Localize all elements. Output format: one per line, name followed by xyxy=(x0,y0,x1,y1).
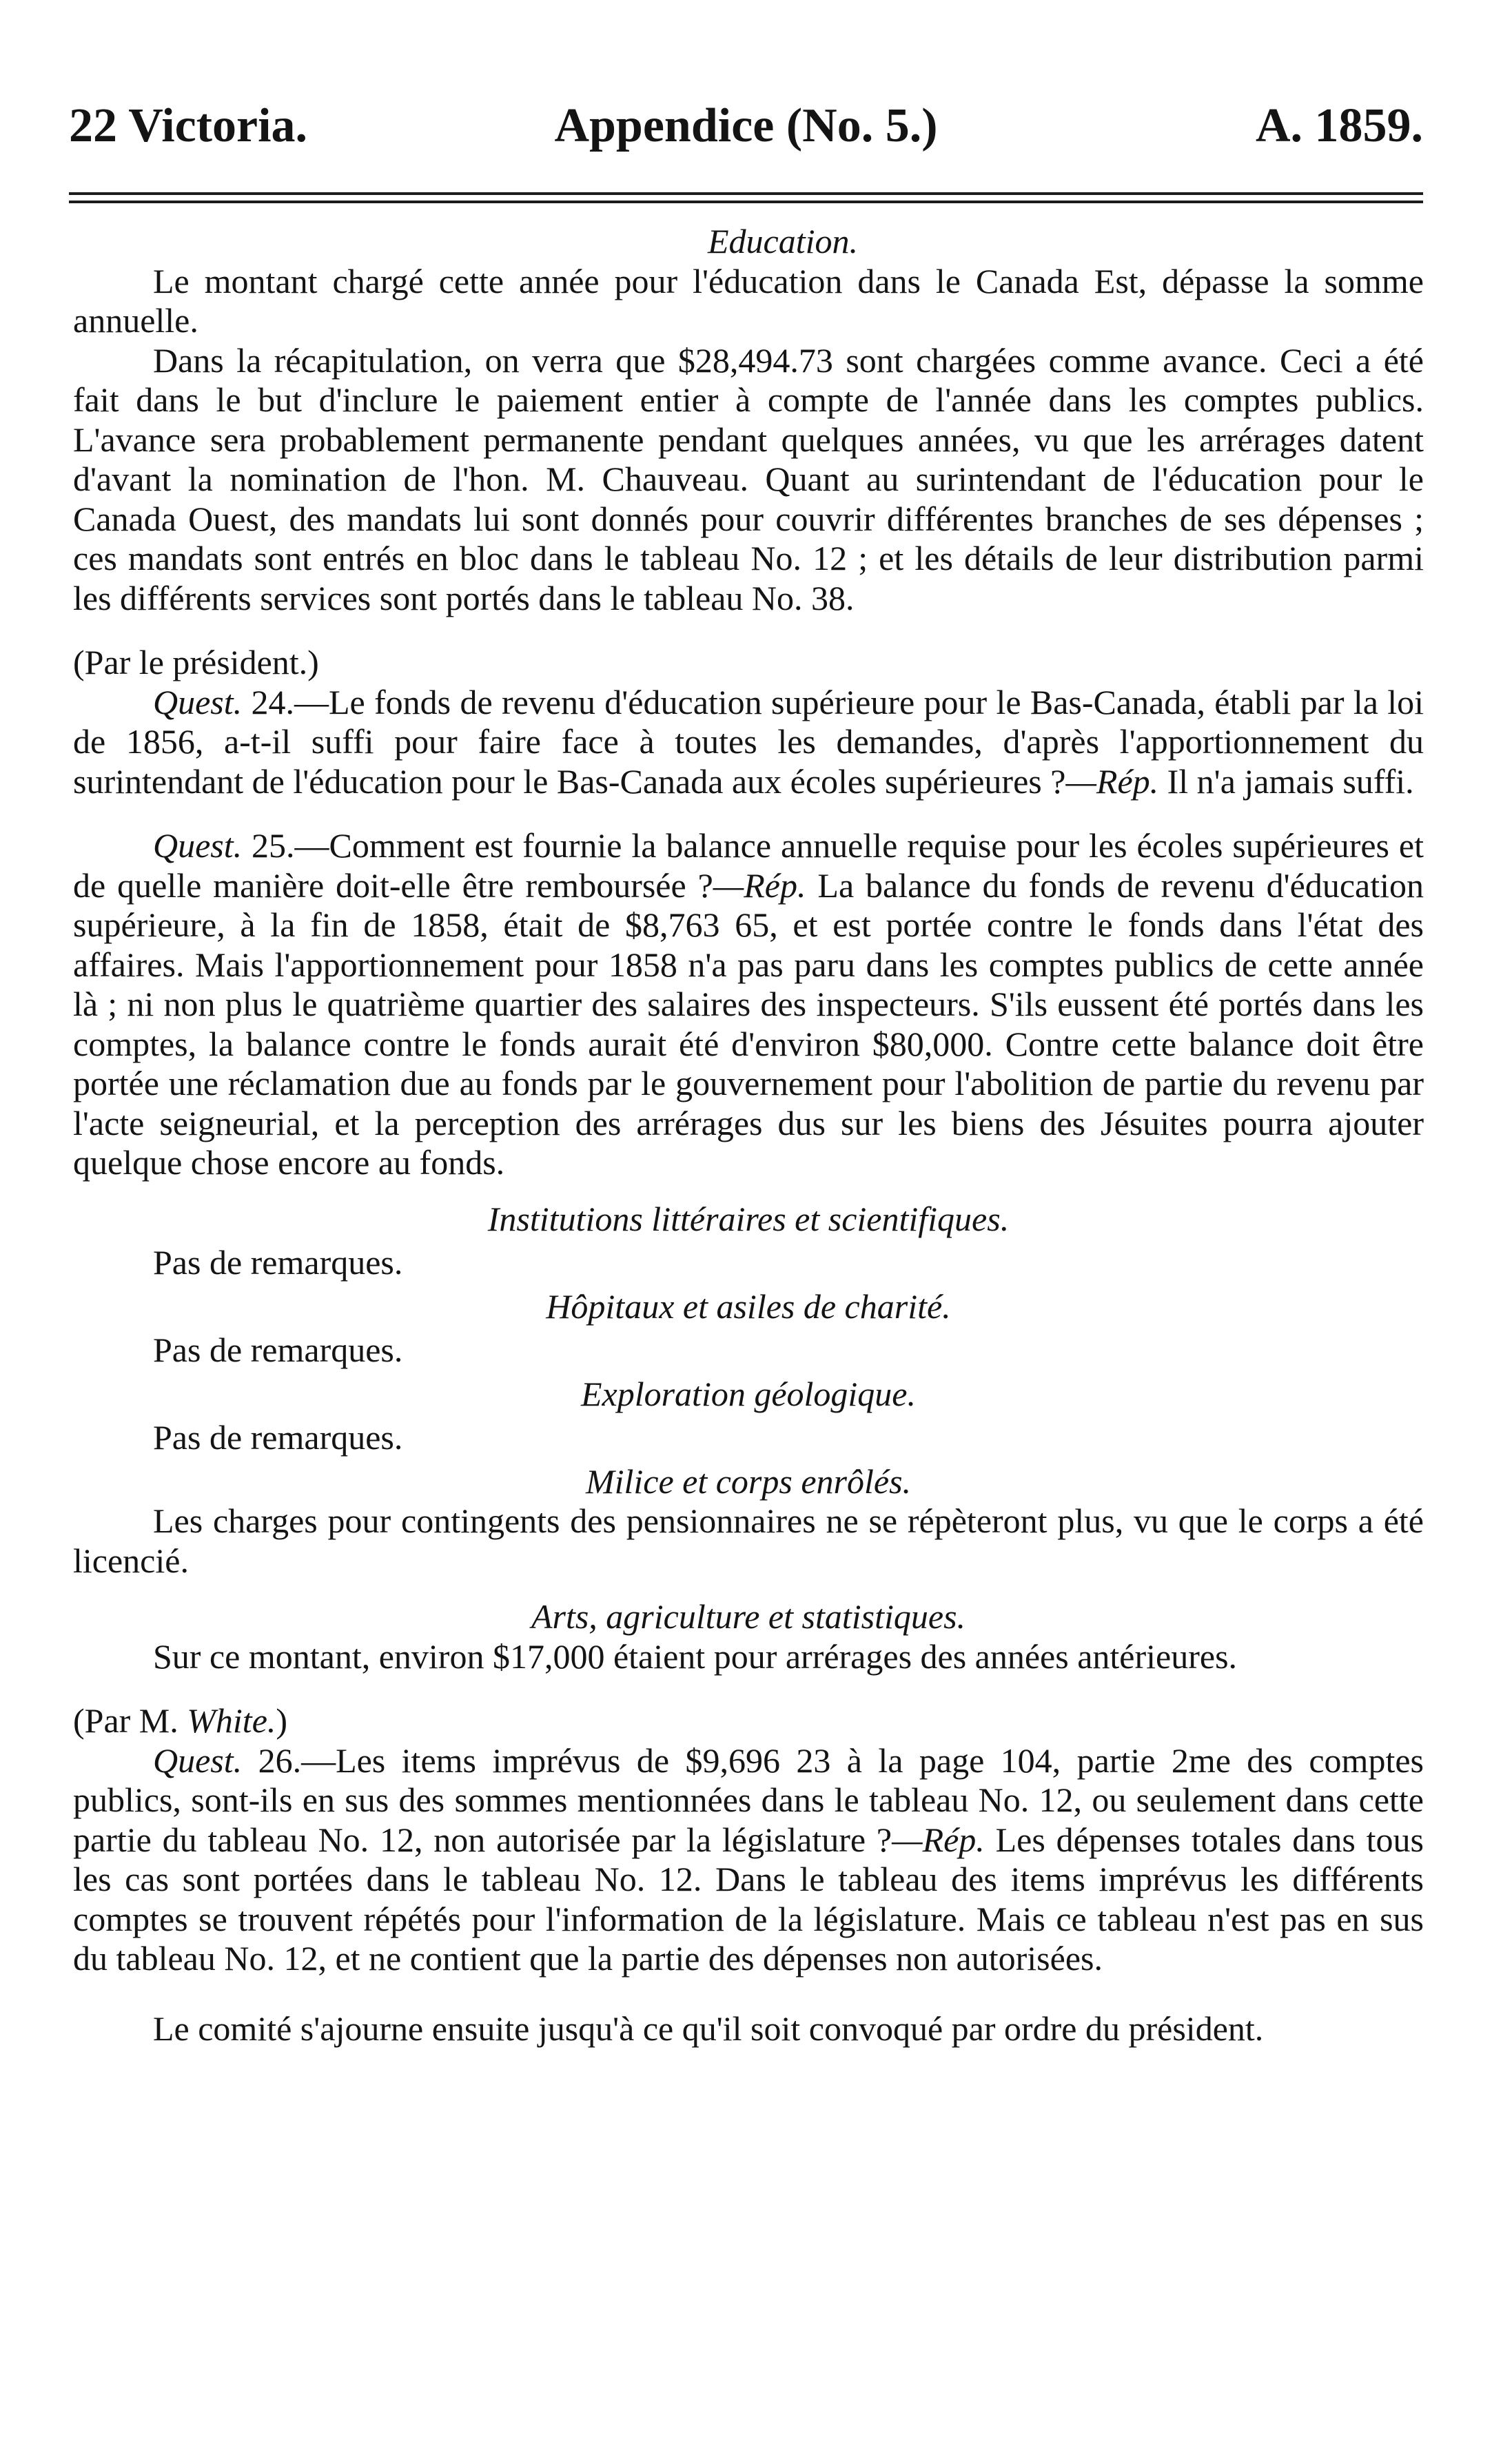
milice-text: Les charges pour contingents des pensionnaires ne se répèteront plus, vu que le corps a été licencié. xyxy=(73,1501,1424,1580)
white-attribution-suffix: ) xyxy=(276,1701,288,1740)
q25-answer: La balance du fonds de revenu d'éducation supérieure, à la fin de 1858, était de $8,763 65, et est portée contre le fonds dans l'état des affaires. Mais l'apportionnement pour 1858 n'a pas paru dans les comptes publics de cette année là ; ni non plus le quatrième quartier des salaires des inspecteurs. S'ils eussent été portés dans les comptes, la balance contre le fonds aurait été d'environ $80,000. Contre cette balance doit être portée une réclamation due au fonds par le gouvernement pour l'abolition de partie du revenu par l'acte seigneurial, et la perception des arrérages dus sur les biens des Jésuites pourra ajouter quelque chose encore au fonds. xyxy=(73,865,1424,1182)
exploration-text: Pas de remarques. xyxy=(153,1418,403,1457)
header-right: A. 1859. xyxy=(1255,99,1423,152)
question-24 xyxy=(73,683,1424,802)
q25-text: 25.—Comment est fournie la balance annuelle requise pour les écoles supérieures et de quelle manière doit-elle être remboursée ? xyxy=(73,826,1424,905)
q26-answer: Les dépenses totales dans tous les cas sont portées dans le tableau No. 12. Dans le tableau des items imprévus les différents comptes se trouvent répétés pour l'information de la législature. Mais ce tableau n'est pas en sus du tableau No. 12, et ne contient que la partie des dépenses non autorisées. xyxy=(73,1820,1424,1978)
q26-label: Quest. xyxy=(153,1741,243,1780)
education-heading: Education. xyxy=(707,222,859,260)
q25-rep: —Rép. xyxy=(713,865,806,905)
header-rule-top xyxy=(69,192,1423,195)
page-body xyxy=(73,222,1424,2049)
milice-heading: Milice et corps enrôlés. xyxy=(585,1461,912,1501)
q26-rep: —Rép. xyxy=(892,1820,985,1859)
hopitaux-heading: Hôpitaux et asiles de charité. xyxy=(546,1286,951,1326)
white-attribution xyxy=(73,1701,1424,1741)
page-header xyxy=(69,88,1423,164)
header-rule-bottom xyxy=(69,201,1423,203)
closing-paragraph: Le comité s'ajourne ensuite jusqu'à ce qu'il soit convoqué par ordre du président. xyxy=(153,2009,1264,2048)
q24-label: Quest. xyxy=(153,682,243,721)
question-26 xyxy=(73,1741,1424,1979)
header-left: 22 Victoria. xyxy=(69,99,308,152)
header-center: Appendice (No. 5.) xyxy=(554,99,938,152)
q24-text: 24.—Le fonds de revenu d'éducation supérieure pour le Bas-Canada, établi par la loi de 1856, a-t-il suffi pour faire face à toutes les demandes, d'après l'apportionnement du surintendant de l'éducation pour le Bas-Canada aux écoles supérieures ? xyxy=(73,682,1424,801)
institutions-text: Pas de remarques. xyxy=(153,1243,403,1282)
education-paragraph-2: Dans la récapitulation, on verra que $28,494.73 sont chargées comme avance. Ceci a été fait dans le but d'inclure le paiement entier à compte de l'année dans les comptes publics. L'avance sera probablement permanente pendant quelques années, vu que les arrérages datent d'avant la nomination de l'hon. M. Chauveau. Quant au surintendant de l'éducation pour le Canada Ouest, des mandats lui sont donnés pour couvrir différentes branches de ses dépenses ; ces mandats sont entrés en bloc dans le tableau No. 12 ; et les détails de leur distribution parmi les différents services sont portés dans le tableau No. 38. xyxy=(73,340,1424,617)
q24-rep: —Rép. xyxy=(1065,761,1159,801)
arts-heading: Arts, agriculture et statistiques. xyxy=(531,1597,966,1636)
education-paragraph-1: Le montant chargé cette année pour l'éducation dans le Canada Est, dépasse la somme annuelle. xyxy=(73,261,1424,340)
exploration-heading: Exploration géologique. xyxy=(580,1374,917,1413)
institutions-heading: Institutions littéraires et scientifiques. xyxy=(487,1199,1010,1238)
q26-text: 26.—Les items imprévus de $9,696 23 à la page 104, partie 2me des comptes publics, sont-ils en sus des sommes mentionnées dans le tableau No. 12, ou seulement dans cette partie du tableau No. 12, non autorisée par la législature ? xyxy=(73,1741,1424,1859)
president-attribution: (Par le président.) xyxy=(73,643,319,681)
question-25 xyxy=(73,826,1424,1183)
hopitaux-text: Pas de remarques. xyxy=(153,1331,403,1369)
white-attribution-name: White. xyxy=(187,1701,276,1740)
q25-label: Quest. xyxy=(153,826,243,865)
arts-text: Sur ce montant, environ $17,000 étaient pour arrérages des années antérieures. xyxy=(153,1636,1238,1676)
q24-answer: Il n'a jamais suffi. xyxy=(1158,761,1414,801)
white-attribution-prefix: (Par M. xyxy=(73,1701,187,1740)
